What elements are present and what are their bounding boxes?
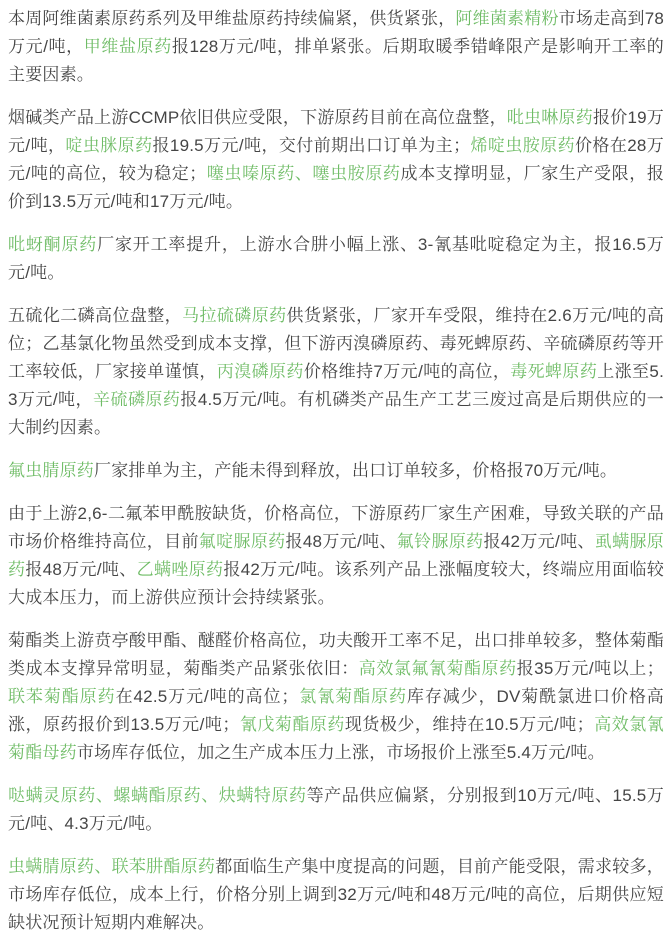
body-text: 报48万元/吨、	[285, 532, 397, 551]
product-name-highlight: 氟虫腈原药	[8, 461, 94, 480]
body-text: 在42.5万元/吨的高位；	[115, 687, 299, 706]
product-name-highlight: 马拉硫磷原药	[182, 306, 287, 325]
paragraph	[8, 302, 664, 442]
product-name-highlight: 丙溴磷原药	[216, 362, 304, 381]
body-text: 供货紧张，厂家开车受限，维持在2.6万元/吨的高位；乙基氯化物虽然受到成本支撑，但下游丙溴磷原药、毒死蜱原药、辛硫磷原药等开工率较低，厂家接单谨慎，	[8, 306, 665, 381]
product-name-highlight: 烯啶虫胺原药	[470, 136, 576, 155]
body-text: 菊酯类上游贲亭酸甲酯、醚醛价格高位，功夫酸开工率不足，出口排单较多，整体菊酯类成本支撑异常明显，菊酯类产品紧张依旧：	[8, 631, 664, 678]
product-name-highlight: 高效氯氰菊酯母药	[8, 715, 664, 762]
body-text: 报价19万元/吨，	[8, 108, 664, 155]
body-text: 价格在28万元/吨的高位，较为稳定；	[8, 136, 665, 183]
product-name-highlight: 高效氯氟氰菊酯原药	[358, 659, 517, 678]
body-text: 烟碱类产品上游CCMP依旧供应受限，下游原药目前在高位盘整，	[8, 108, 507, 127]
paragraph	[8, 104, 664, 216]
body-text: 价格维持7万元/吨的高位，	[303, 362, 511, 381]
body-text: 市场走高到78万元/吨，	[8, 9, 665, 56]
body-text: 市场库存低位，加之生产成本压力上涨，市场报价上涨至5.4万元/吨。	[76, 743, 605, 762]
paragraph	[8, 231, 664, 287]
paragraph	[8, 500, 664, 612]
product-name-highlight: 阿维菌素精粉	[455, 9, 559, 28]
body-text: 报48万元/吨、	[25, 560, 137, 579]
body-text: 等产品供应偏紧，分别报到10万元/吨、15.5万元/吨、4.3万元/吨。	[8, 786, 664, 833]
body-text: 由于上游2,6-二氟苯甲酰胺缺货，价格高位，下游原药厂家生产困难，导致关联的产品市场价格维持高位，目前	[8, 504, 664, 551]
product-name-highlight: 乙螨唑原药	[136, 560, 224, 579]
paragraph	[8, 627, 664, 767]
product-name-highlight: 吡蚜酮原药	[8, 235, 98, 254]
body-text: 现货极少，维持在10.5万元/吨；	[344, 715, 594, 734]
product-name-highlight: 哒螨灵原药、螺螨酯原药、炔螨特原药	[8, 786, 307, 805]
body-text: 报128万元/吨，排单紧张。后期取暖季错峰限产是影响开工率的主要因素。	[8, 37, 665, 84]
product-name-highlight: 虫螨腈原药、联苯肼酯原药	[8, 857, 216, 876]
body-text: 都面临生产集中度提高的问题，目前产能受限，需求较多，市场库存低位，成本上行，价格分别上调到32万元/吨和48万元/吨的高位，后期供应短缺状况预计短期内难解决。	[8, 857, 665, 932]
paragraph	[8, 457, 664, 485]
body-text: 厂家开工率提升，上游水合肼小幅上涨、3-氰基吡啶稳定为主，报16.5万元/吨。	[8, 235, 665, 282]
paragraph	[8, 5, 664, 89]
product-name-highlight: 辛硫磷原药	[93, 390, 181, 409]
product-name-highlight: 氟啶脲原药	[198, 532, 286, 551]
product-name-highlight: 联苯菊酯原药	[8, 687, 116, 706]
product-name-highlight: 啶虫脒原药	[65, 136, 153, 155]
body-text: 厂家排单为主，产能未得到释放，出口订单较多，价格报70万元/吨。	[94, 461, 618, 480]
body-text: 报42万元/吨。该系列产品上涨幅度较大，终端应用面临较大成本压力，而上游供应预计会持续紧张。	[8, 560, 665, 607]
product-name-highlight: 氯氰菊酯原药	[298, 687, 407, 706]
paragraph	[8, 782, 664, 838]
body-text: 本周阿维菌素原药系列及甲维盐原药持续偏紧，供货紧张，	[8, 9, 456, 28]
body-text: 五硫化二磷高位盘整，	[8, 306, 183, 325]
body-text: 上涨至5.3万元/吨，	[8, 362, 665, 409]
product-name-highlight: 毒死蜱原药	[510, 362, 598, 381]
body-text: 报19.5万元/吨，交付前期出口订单为主；	[152, 136, 471, 155]
product-name-highlight: 虱螨脲原药	[8, 532, 665, 579]
body-text: 库存减少，DV菊酰氯进口价格高涨，原药报价到13.5万元/吨；	[8, 687, 664, 734]
product-name-highlight: 氰戊菊酯原药	[239, 715, 345, 734]
product-name-highlight: 噻虫嗪原药、噻虫胺原药	[206, 164, 401, 183]
body-text: 报35万元/吨以上；	[516, 659, 664, 678]
product-name-highlight: 吡虫啉原药	[506, 108, 593, 127]
body-text: 成本支撑明显，厂家生产受限，报价到13.5万元/吨和17万元/吨。	[8, 164, 665, 211]
product-name-highlight: 氟铃脲原药	[396, 532, 484, 551]
paragraph	[8, 853, 664, 937]
product-name-highlight: 甲维盐原药	[83, 37, 172, 56]
body-text: 报42万元/吨、	[483, 532, 595, 551]
body-text: 报4.5万元/吨。有机磷类产品生产工艺三废过高是后期供应的一大制约因素。	[8, 390, 664, 437]
